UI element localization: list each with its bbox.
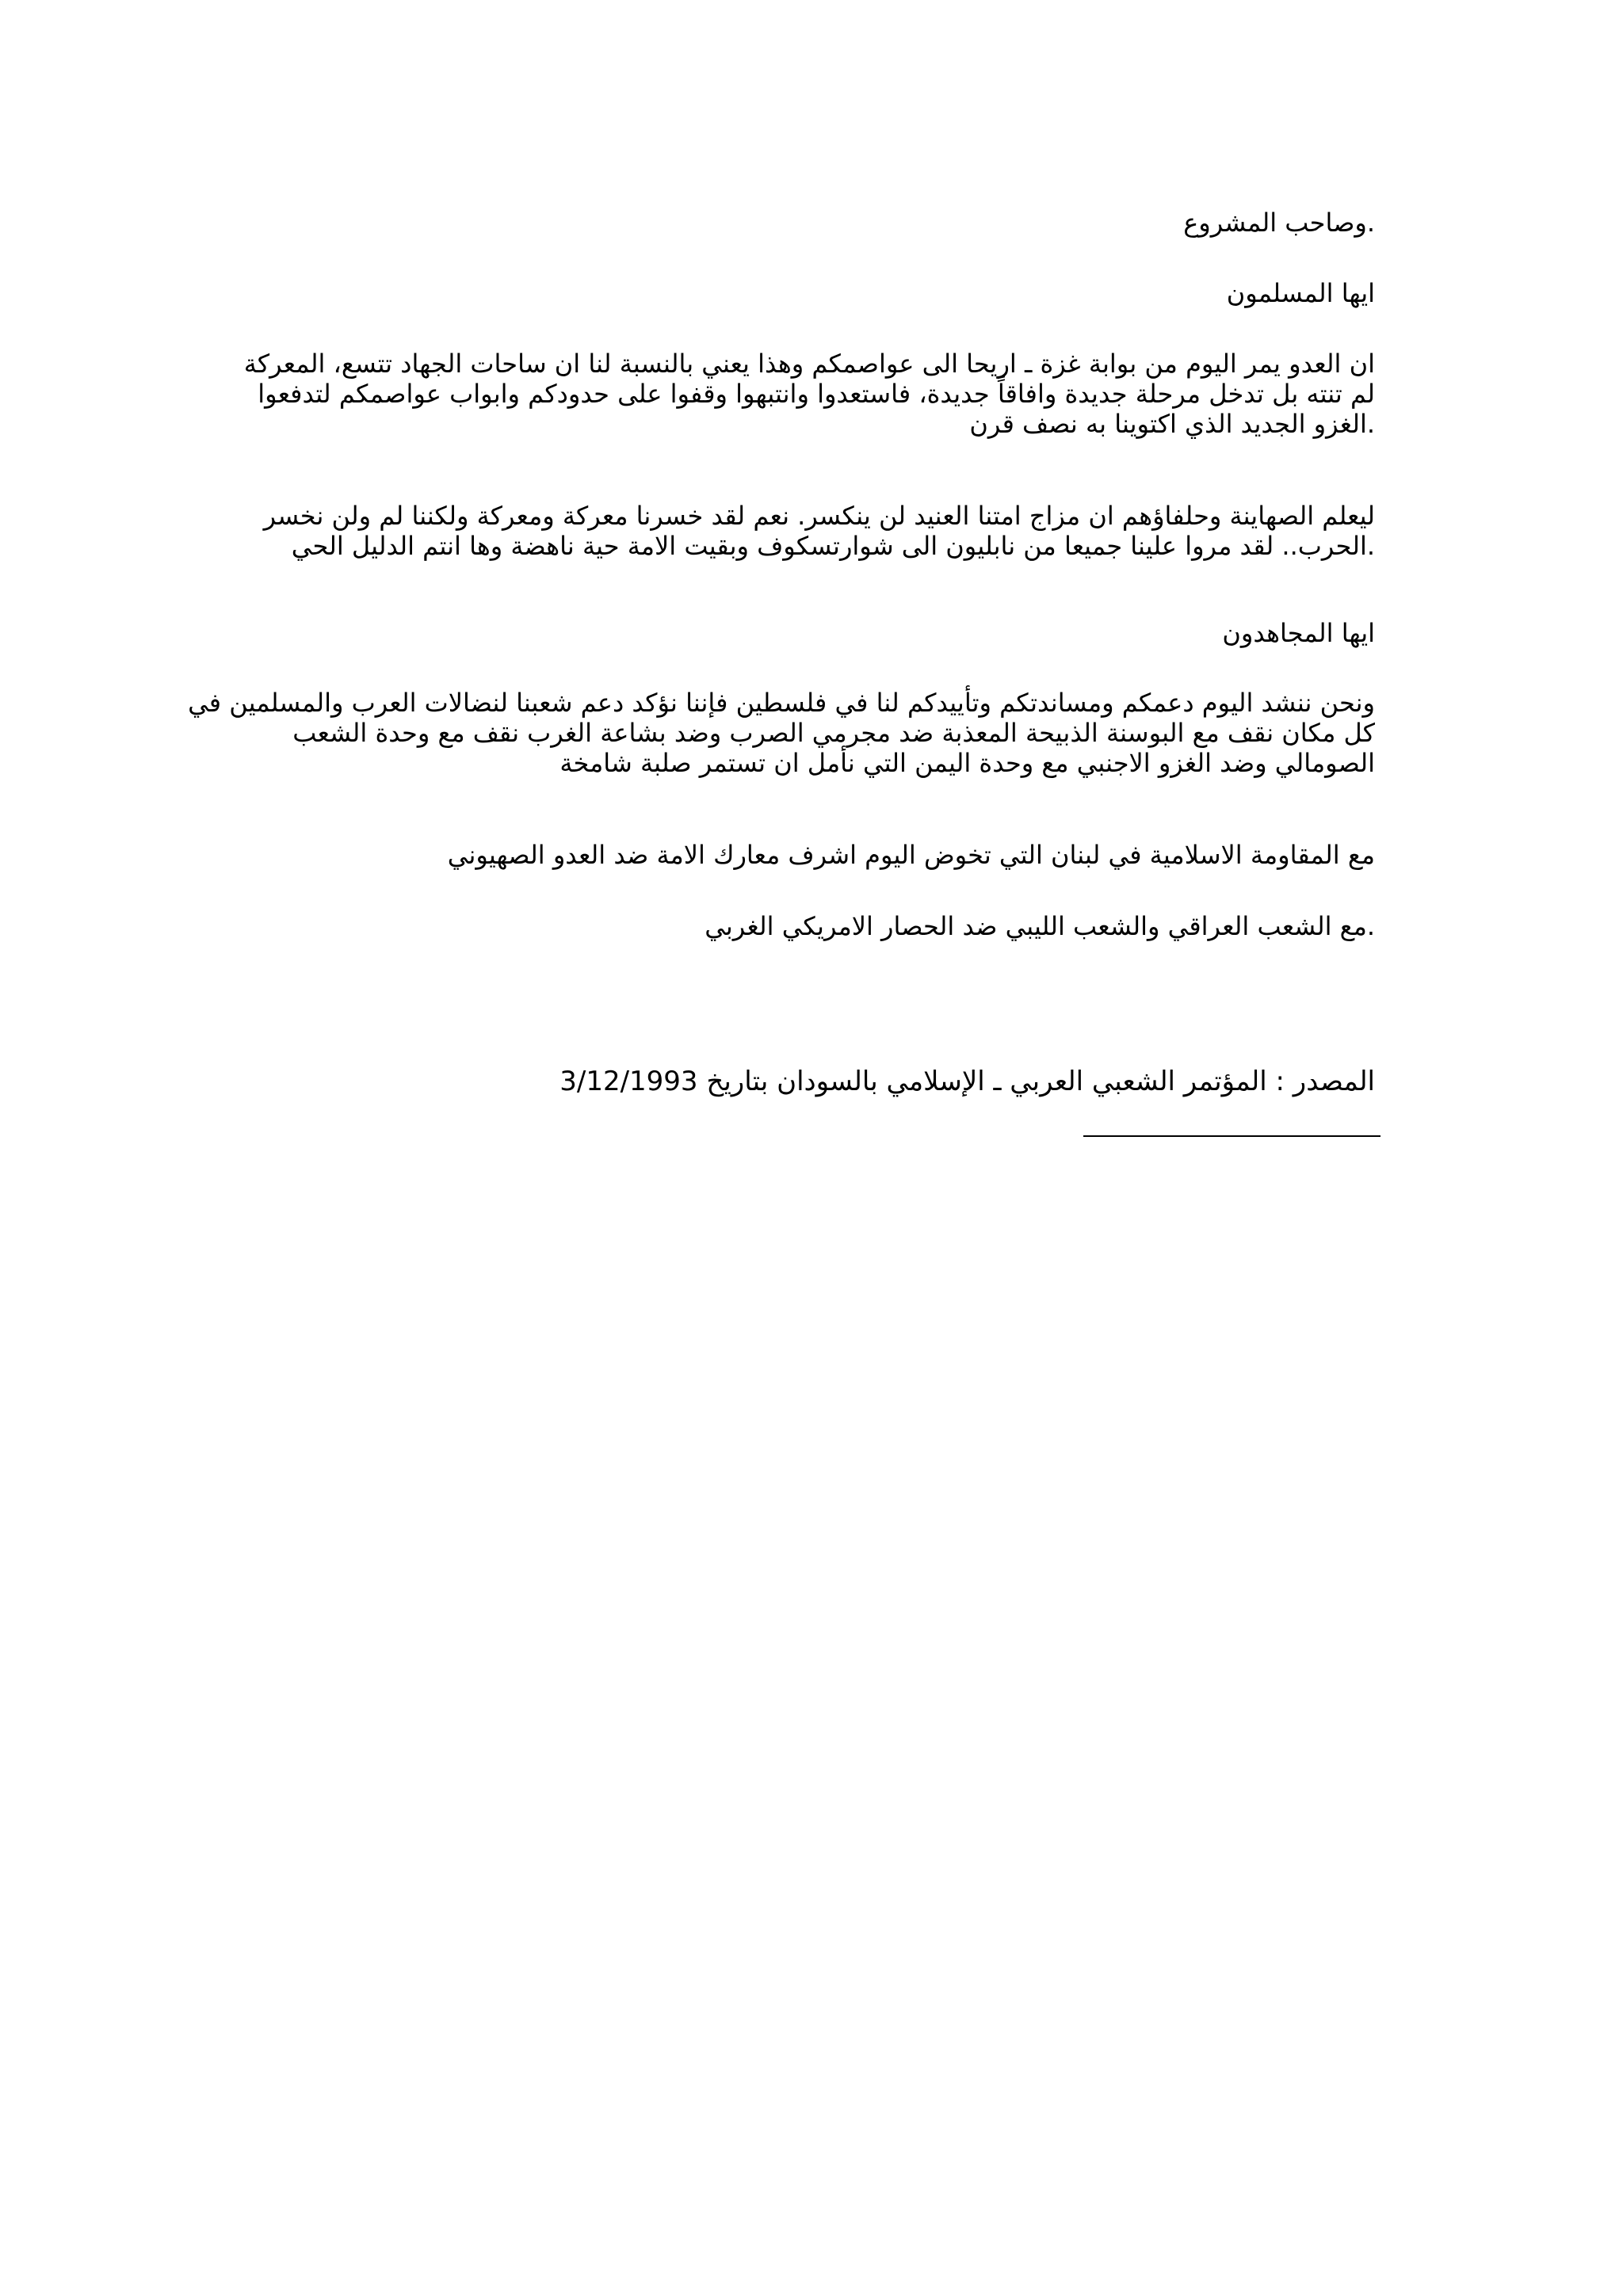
heading-muslims [250,278,1375,308]
text-line: ليعلم الصهاينة وحلفاؤهم ان مزاج امتنا العنيد لن ينكسر. نعم لقد خسرنا معركة ومعركة ولكننا لم ولن نخسر [263,501,1375,531]
text-line: كل مكان نقف مع البوسنة الذبيحة المعذبة ضد مجرمي الصرب وضد بشاعة الغرب نقف مع وحدة الشعب [292,718,1375,748]
text-line: ان العدو يمر اليوم من بوابة غزة ـ اريحا الى عواصمكم وهذا يعني بالنسبة لنا ان ساحات الجهاد تتسع، المعركة [243,349,1375,379]
paragraph-enemy [243,349,1375,439]
divider-line [1083,1135,1381,1137]
text-line: ونحن ننشد اليوم دعمكم ومساندتكم وتأييدكم لنا في فلسطين فإننا نؤكد دعم شعبنا لنضالات العرب والمسلمين في [188,688,1375,718]
paragraph-iraq-libya [250,911,1375,941]
text-line: ايها المسلمون [1226,278,1375,308]
paragraph-lebanon [250,840,1375,870]
source-citation: المصدر : المؤتمر الشعبي العربي ـ الإسلامي بالسودان بتاريخ 3/12/1993 [559,1066,1375,1097]
text-line: .وصاحب المشروع [1183,208,1375,238]
paragraph-support [188,688,1375,778]
text-line: ايها المجاهدون [1222,618,1375,648]
paragraph-intro [250,208,1375,238]
heading-mujahideen [250,618,1375,648]
text-line: .الحرب.. لقد مروا علينا جميعا من نابليون الى شوارتسكوف وبقيت الامة حية ناهضة وها انتم الدليل الحي [291,531,1375,561]
text-line: الصومالي وضد الغزو الاجنبي مع وحدة اليمن التي نأمل ان تستمر صلبة شامخة [559,748,1375,778]
text-line: .الغزو الجديد الذي اكتوينا به نصف قرن [969,409,1375,439]
paragraph-zionists [250,501,1375,561]
text-line: .مع الشعب العراقي والشعب الليبي ضد الحصار الامريكي الغربي [705,911,1375,941]
text-line: لم تنته بل تدخل مرحلة جديدة وافاقاً جديدة، فاستعدوا وانتبهوا وقفوا على حدودكم وابواب عواصمكم لتدفعوا [258,379,1375,409]
text-line: مع المقاومة الاسلامية في لبنان التي تخوض اليوم اشرف معارك الامة ضد العدو الصهيوني [447,840,1375,870]
